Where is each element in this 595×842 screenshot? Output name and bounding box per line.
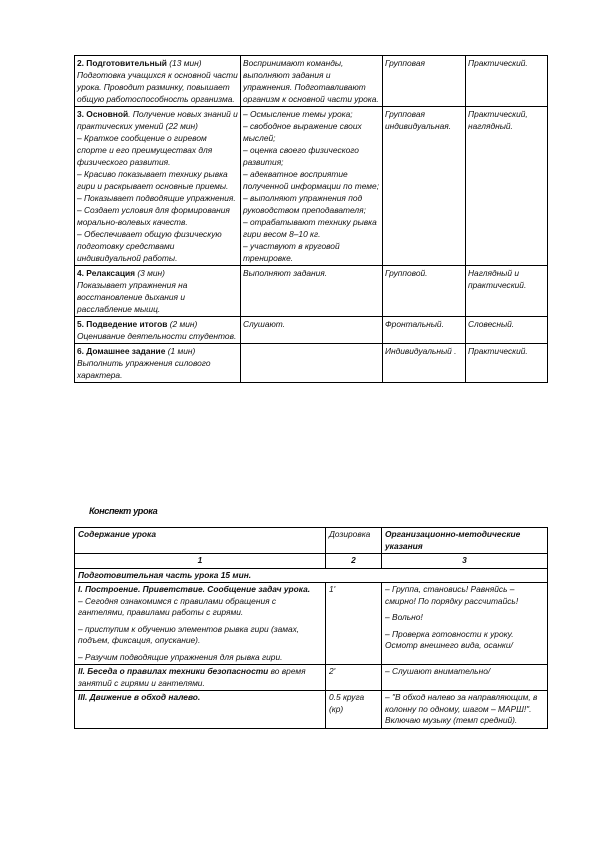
students-text: – свободное выражение своих мыслей; <box>243 121 362 143</box>
students-text: Слушают. <box>243 319 285 329</box>
row-title: II. Беседа о правилах техники безопасности <box>78 666 269 676</box>
teacher-text: Выполнить упражнения силового характера. <box>77 358 211 380</box>
stage-time: (3 мин) <box>137 268 165 278</box>
row-title-tail: во время занятий с гирями и гантелями. <box>78 666 306 688</box>
students-text: Воспринимают команды, выполняют задания и упражнения. Подготавливают организм к основной части урока. <box>243 58 379 104</box>
konspekt-table <box>74 527 548 729</box>
stage-time: (13 мин) <box>169 58 202 68</box>
method-cell: Практический. <box>466 56 548 107</box>
students-cell <box>241 56 383 107</box>
org-text: – Вольно! <box>385 612 423 622</box>
form-cell: Групповой. <box>383 266 466 317</box>
students-text: – выполняют упражнения под руководством преподавателя; <box>243 193 366 215</box>
table-row <box>75 266 548 317</box>
teacher-text: Показывает упражнения на восстановление дыхания и расслабление мышц. <box>77 280 188 314</box>
table-row <box>75 107 548 266</box>
stage-cell <box>75 56 241 107</box>
teacher-text: – Обеспечивает общую физическую подготовку средствами индивидуальной работы. <box>77 229 222 263</box>
header-org: Организационно-методические указания <box>382 528 548 554</box>
stage-title: 5. Подведение итогов <box>77 319 168 329</box>
stage-time: . Получение новых знаний и практических умений (22 мин) <box>77 109 238 131</box>
students-text: – адекватное восприятие полученной информации по теме; <box>243 169 380 191</box>
row-title: III. Движение в обход налево. <box>78 692 201 702</box>
method-cell: Наглядный и практический. <box>466 266 548 317</box>
form-cell: Индивидуальный . <box>383 344 466 383</box>
students-text: – участвуют в круговой тренировке. <box>243 241 340 263</box>
konspekt-caption: Конспект урока <box>89 506 158 516</box>
table-row <box>75 344 548 383</box>
teacher-text: Подготовка учащихся к основной части урока. Проводит разминку, повышает общую работоспособность организма. <box>77 70 238 104</box>
stage-cell <box>75 107 241 266</box>
column-number-row <box>75 554 548 569</box>
stage-title: 6. Домашнее задание <box>77 346 166 356</box>
dosage-cell: 0.5 круга (кр) <box>326 691 382 729</box>
stage-time: (1 мин) <box>167 346 196 356</box>
students-text: Выполняют задания. <box>243 268 328 278</box>
org-cell: – Слушают внимательно/ <box>382 665 548 691</box>
teacher-text: – Краткое сообщение о гиревом спорте и его преимуществах для физического развития. <box>77 133 213 167</box>
section-row <box>75 568 548 583</box>
students-cell <box>241 344 383 383</box>
table-row <box>75 691 548 729</box>
org-cell: – "В обход налево за направляющим, в колонну по одному, шагом – МАРШ!". Включаю музыку (темп средний). <box>382 691 548 729</box>
dosage-cell: 1' <box>326 583 382 665</box>
stage-title: 3. Основной <box>77 109 129 119</box>
students-text: – оценка своего физического развития; <box>243 145 359 167</box>
stage-cell <box>75 344 241 383</box>
table-row <box>75 665 548 691</box>
org-text: – Проверка готовности к уроку. Осмотр внешнего вида, осанки/ <box>385 628 514 650</box>
col-number: 3 <box>382 554 548 569</box>
teacher-text: – Показывает подводящие упражнения. <box>77 193 236 203</box>
stage-cell <box>75 317 241 344</box>
header-dosage: Дозировка <box>326 528 382 554</box>
col-number: 2 <box>326 554 382 569</box>
students-text: – отрабатывают технику рывка гири весом 8–10 кг. <box>243 217 377 239</box>
table-row <box>75 317 548 344</box>
form-cell: Групповая <box>383 56 466 107</box>
students-cell <box>241 107 383 266</box>
teacher-text: Оценивание деятельности студентов. <box>77 331 237 341</box>
content-item: – Разучим подводящие упражнения для рывка гири. <box>78 651 283 662</box>
table-row <box>75 583 548 665</box>
method-cell: Словесный. <box>466 317 548 344</box>
col-number: 1 <box>75 554 326 569</box>
students-cell <box>241 317 383 344</box>
stage-title: 2. Подготовительный <box>77 58 167 68</box>
content-item: – приступим к обучению элементов рывка гири (замах, подъем, фиксация, опускание). <box>78 623 300 645</box>
lesson-plan-table <box>74 55 548 383</box>
form-cell: Групповая индивидуальная. <box>383 107 466 266</box>
method-cell: Практический. <box>466 344 548 383</box>
students-text: – Осмысление темы урока; <box>243 109 353 119</box>
header-content: Содержание урока <box>75 528 326 554</box>
header-row <box>75 528 548 554</box>
dosage-cell: 2' <box>326 665 382 691</box>
content-cell <box>75 665 326 691</box>
table-row <box>75 56 548 107</box>
content-cell <box>75 583 326 665</box>
org-cell <box>382 583 548 665</box>
stage-cell <box>75 266 241 317</box>
org-text: – Группа, становись! Равняйсь – смирно! По порядку рассчитайсь! <box>385 584 519 606</box>
stage-title: 4. Релаксация <box>77 268 136 278</box>
content-item: – Сегодня ознакомимся с правилами обращения с гантелями, правилами работы с гирями. <box>78 595 277 617</box>
content-cell <box>75 691 326 729</box>
row-title: I. Построение. Приветствие. Сообщение задач урока. <box>78 584 311 594</box>
method-cell: Практический, наглядный. <box>466 107 548 266</box>
students-cell <box>241 266 383 317</box>
form-cell: Фронтальный. <box>383 317 466 344</box>
section-title: Подготовительная часть урока 15 мин. <box>75 568 548 583</box>
teacher-text: – Создает условия для формирования морально-волевых качеств. <box>77 205 230 227</box>
teacher-text: – Красиво показывает технику рывка гири и раскрывает основные приемы. <box>77 169 229 191</box>
stage-time: (2 мин) <box>169 319 198 329</box>
